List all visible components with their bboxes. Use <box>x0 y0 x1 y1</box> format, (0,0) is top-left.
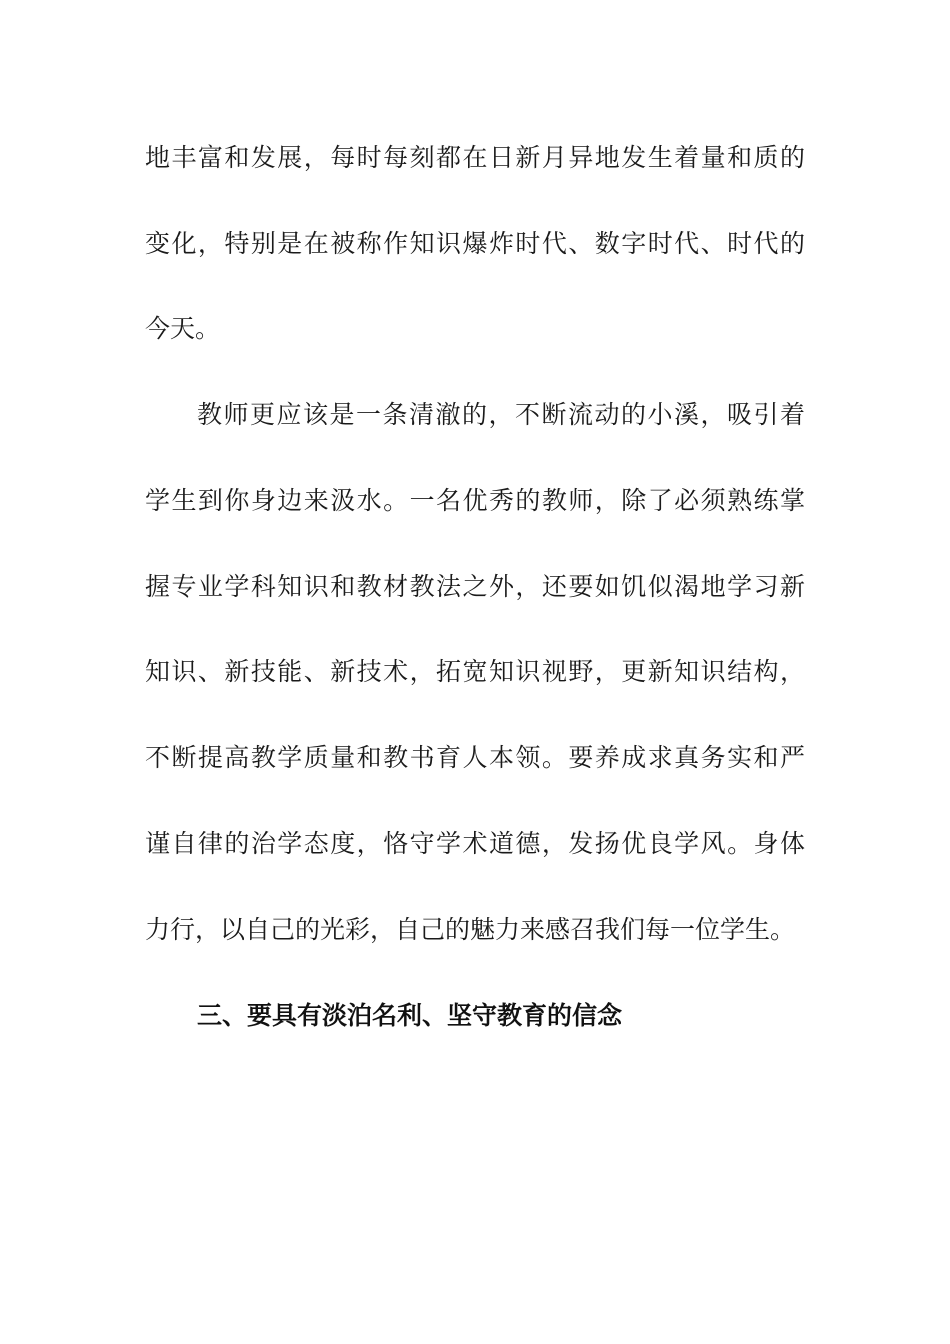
paragraph-1-line-2: 变化，特别是在被称作知识爆炸时代、数字时代、时代的 <box>145 229 805 258</box>
paragraph-2-line-4: 知识、新技能、新技术，拓宽知识视野，更新知识结构， <box>145 657 805 686</box>
paragraph-2-line-3: 握专业学科知识和教材教法之外，还要如饥似渴地学习新 <box>145 572 805 601</box>
section-3-heading: 三、要具有淡泊名利、坚守教育的信念 <box>197 1001 623 1030</box>
paragraph-2-line-1: 教师更应该是一条清澈的，不断流动的小溪，吸引着 <box>197 400 805 429</box>
paragraph-1-line-3: 今天。 <box>145 314 221 343</box>
paragraph-2-line-2: 学生到你身边来汲水。一名优秀的教师，除了必须熟练掌 <box>145 486 805 515</box>
paragraph-2-line-7: 力行，以自己的光彩，自己的魅力来感召我们每一位学生。 <box>145 915 796 944</box>
paragraph-2-line-6: 谨自律的治学态度，恪守学术道德，发扬优良学风。身体 <box>145 829 805 858</box>
paragraph-2-line-5: 不断提高教学质量和教书育人本领。要养成求真务实和严 <box>145 743 805 772</box>
paragraph-1-line-1: 地丰富和发展，每时每刻都在日新月异地发生着量和质的 <box>145 143 805 172</box>
